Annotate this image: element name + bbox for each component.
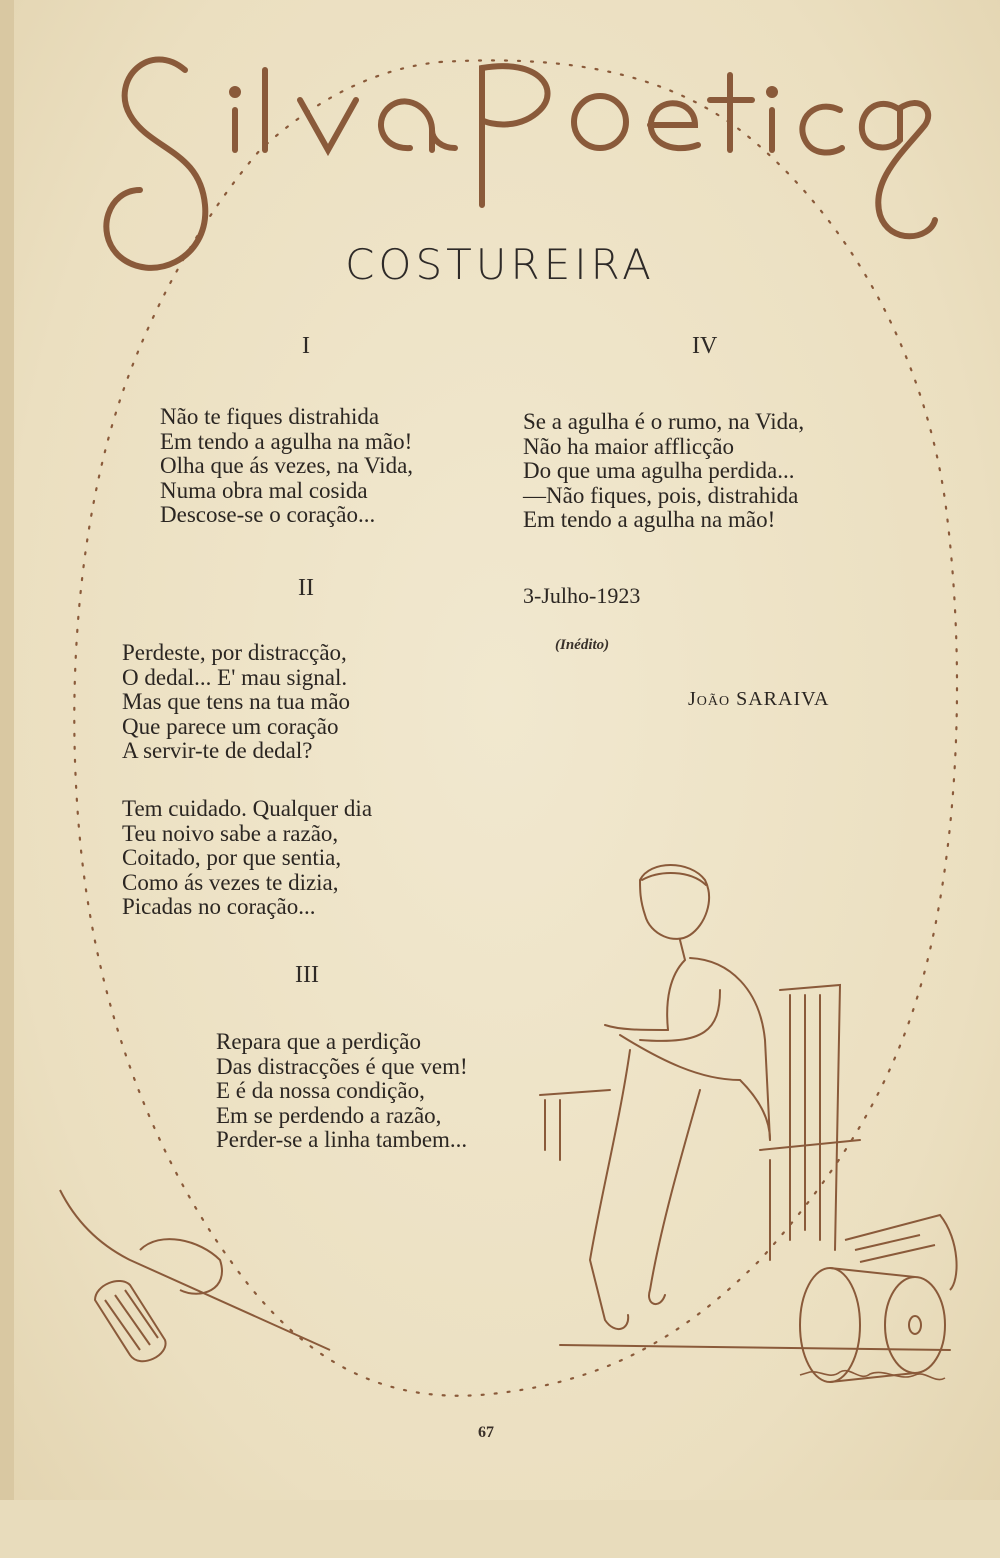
verse-line: Das distracções é que vem! xyxy=(216,1053,468,1079)
verse-line: Tem cuidado. Qualquer dia xyxy=(122,796,373,821)
verse-line: Perdeste, por distracção, xyxy=(122,640,347,665)
verse-line: Em tendo a agulha na mão! xyxy=(523,507,776,532)
seamstress-illustration xyxy=(540,865,950,1350)
verse-line: Perder-se a linha tambem... xyxy=(216,1127,468,1152)
stanza-1 xyxy=(160,405,413,528)
title-lettering xyxy=(106,59,935,267)
verse-line: Repara que a perdição xyxy=(216,1029,421,1054)
verse-line: Mas que tens na tua mão xyxy=(122,689,351,714)
verse-line: Descose-se o coração... xyxy=(160,502,376,527)
verse-line: O dedal... E' mau signal. xyxy=(122,664,348,690)
verse-line: Se a agulha é o rumo, na Vida, xyxy=(523,409,805,434)
poem-date: 3-Julho-1923 xyxy=(523,583,641,608)
verse-line: Olha que ás vezes, na Vida, xyxy=(160,453,414,478)
verse-line: Picadas no coração... xyxy=(122,894,316,919)
verse-line: Coitado, por que sentia, xyxy=(122,845,342,870)
verse-line: Teu noivo sabe a razão, xyxy=(122,820,339,846)
author-name: João SARAIVA xyxy=(688,688,830,710)
poem-title: COSTUREIRA xyxy=(345,240,655,289)
verse-line: Em se perdendo a razão, xyxy=(216,1102,442,1128)
stanza-2 xyxy=(122,641,350,764)
verse-line: Numa obra mal cosida xyxy=(160,477,368,503)
stanza-numeral: II xyxy=(298,575,314,601)
verse-line: Não te fiques distrahida xyxy=(160,404,380,429)
verse-line: Do que uma agulha perdida... xyxy=(523,458,795,483)
verse-line: Não ha maior afflicção xyxy=(523,433,734,459)
verse-line: A servir-te de dedal? xyxy=(122,738,313,763)
stanza-numeral: III xyxy=(295,962,319,988)
stanza-numeral: I xyxy=(302,333,310,359)
verse-line: E é da nossa condição, xyxy=(216,1078,425,1103)
page-number: 67 xyxy=(478,1424,494,1441)
stanza-2b xyxy=(122,797,372,920)
verse-line: Em tendo a agulha na mão! xyxy=(160,428,413,454)
verse-line: —Não fiques, pois, distrahida xyxy=(523,482,799,508)
stanza-4 xyxy=(523,410,804,533)
verse-line: Que parece um coração xyxy=(122,713,339,739)
verse-line: Como ás vezes te dizia, xyxy=(122,869,339,895)
thread-spool-icon xyxy=(800,1215,957,1382)
stanza-numeral: IV xyxy=(692,333,718,359)
unpublished-note: (Inédito) xyxy=(555,637,610,653)
thimble-icon xyxy=(60,1190,330,1361)
stanza-3 xyxy=(216,1030,468,1153)
